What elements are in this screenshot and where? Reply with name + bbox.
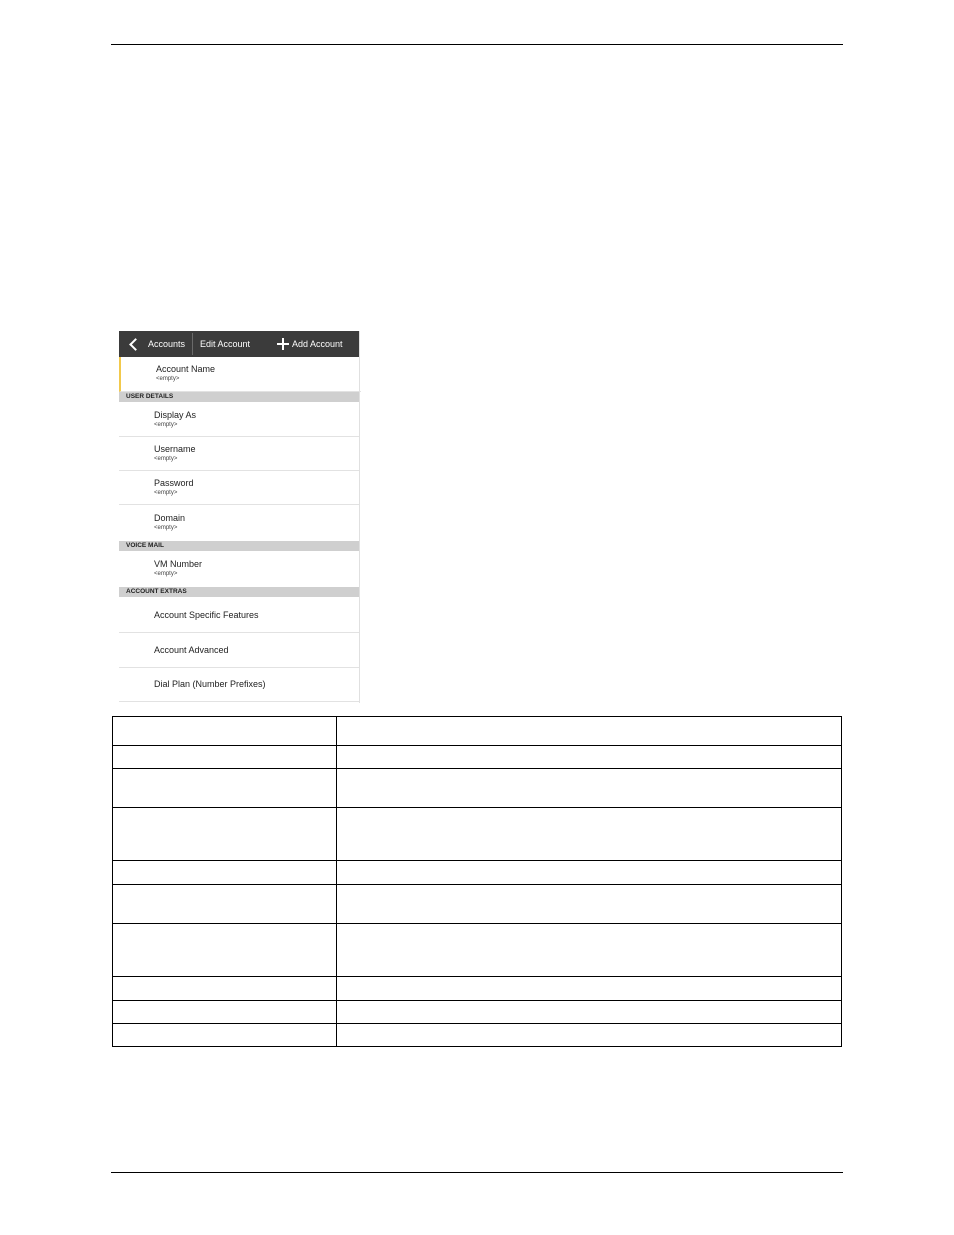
table-cell <box>337 717 842 746</box>
section-voice-mail: VOICE MAIL <box>119 541 359 551</box>
chevron-left-icon <box>129 338 142 351</box>
table-cell <box>113 1024 337 1047</box>
back-to-accounts-button[interactable] <box>119 331 192 357</box>
header-rule <box>111 44 843 45</box>
setting-title: Account Name <box>156 364 216 374</box>
setting-title: Display As <box>154 410 197 420</box>
table-cell <box>113 746 337 769</box>
table-cell <box>337 746 842 769</box>
setting-account-advanced[interactable] <box>119 633 359 668</box>
setting-password[interactable] <box>119 471 359 505</box>
setting-title: Account Specific Features <box>154 610 259 620</box>
section-user-details: USER DETAILS <box>119 392 359 402</box>
setting-domain[interactable] <box>119 506 359 540</box>
table-cell <box>113 924 337 977</box>
table-cell <box>113 885 337 924</box>
add-account-button[interactable] <box>277 331 343 357</box>
table-row <box>113 861 842 885</box>
settings-description-table <box>112 716 842 1047</box>
setting-title: Account Advanced <box>154 645 229 655</box>
table-cell <box>337 885 842 924</box>
footer-rule <box>111 1172 843 1173</box>
setting-value: <empty> <box>154 422 178 428</box>
table-cell <box>337 1024 842 1047</box>
plus-icon <box>277 338 289 350</box>
table-row <box>113 769 842 808</box>
setting-dial-plan[interactable] <box>119 667 359 702</box>
table-row <box>113 885 842 924</box>
add-account-label: Add Account <box>292 339 343 349</box>
table-cell <box>113 808 337 861</box>
setting-value: <empty> <box>154 571 178 577</box>
table-cell <box>113 717 337 746</box>
setting-display-as[interactable] <box>119 403 359 437</box>
setting-title: Password <box>154 478 194 488</box>
action-bar <box>119 331 359 357</box>
table-cell <box>337 769 842 808</box>
section-account-extras: ACCOUNT EXTRAS <box>119 587 359 597</box>
table-row <box>113 924 842 977</box>
table-cell <box>337 924 842 977</box>
edit-account-screen <box>119 331 360 703</box>
setting-title: Dial Plan (Number Prefixes) <box>154 679 266 689</box>
setting-title: Username <box>154 444 196 454</box>
table-cell <box>337 861 842 885</box>
screen-title: Edit Account <box>200 339 251 349</box>
setting-vm-number[interactable] <box>119 552 359 586</box>
table-row <box>113 808 842 861</box>
table-row <box>113 746 842 769</box>
setting-account-specific-features[interactable] <box>119 598 359 633</box>
table-row <box>113 717 842 746</box>
table-row <box>113 1024 842 1047</box>
setting-value: <empty> <box>154 456 178 462</box>
setting-value: <empty> <box>154 525 178 531</box>
setting-account-name[interactable] <box>119 357 361 392</box>
table-cell <box>337 1001 842 1024</box>
table-cell <box>337 808 842 861</box>
setting-value: <empty> <box>156 376 180 382</box>
setting-value: <empty> <box>154 490 178 496</box>
table-cell <box>337 977 842 1001</box>
table-row <box>113 1001 842 1024</box>
setting-title: Domain <box>154 513 186 523</box>
table-cell <box>113 1001 337 1024</box>
table-row <box>113 977 842 1001</box>
setting-title: VM Number <box>154 559 203 569</box>
action-bar-divider <box>192 333 193 355</box>
table-cell <box>113 977 337 1001</box>
table-cell <box>113 861 337 885</box>
setting-username[interactable] <box>119 437 359 471</box>
back-label: Accounts <box>148 339 186 349</box>
table-cell <box>113 769 337 808</box>
